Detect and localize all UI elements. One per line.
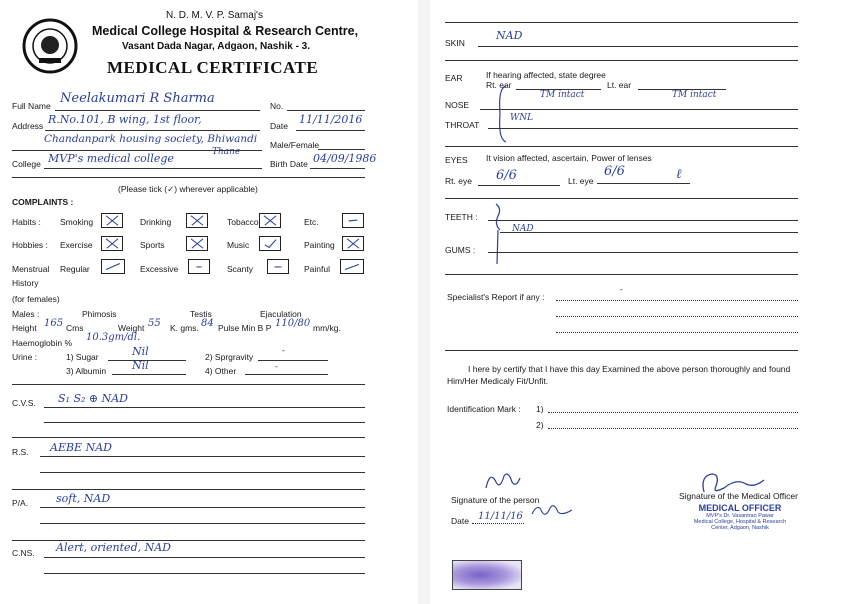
pa-value: soft, NAD xyxy=(56,492,111,505)
date-initials-icon xyxy=(530,500,574,520)
painting-checkbox[interactable] xyxy=(342,236,364,251)
ear-note: If hearing affected, state degree xyxy=(486,70,606,80)
complaints-label: COMPLAINTS : xyxy=(12,197,74,207)
haemoglobin-label: Haemoglobin % xyxy=(12,338,73,348)
urine-label: Urine : xyxy=(12,352,38,362)
no-label: No. xyxy=(270,101,284,111)
date-value: 11/11/2016 xyxy=(299,113,363,126)
for-females-label: (for females) xyxy=(12,294,60,304)
certify-line-2: Him/Her Medicaly Fit/Unfit. xyxy=(447,376,549,386)
lt-eye-label: Lt. eye xyxy=(568,176,594,186)
sprgravity-label: 2) Sprgravity xyxy=(205,352,254,362)
thumbprint-area xyxy=(452,560,522,590)
excessive-label: Excessive xyxy=(140,264,179,274)
eyes-note: It vision affected, ascertain, Power of lenses xyxy=(486,153,652,163)
certificate-title: MEDICAL CERTIFICATE xyxy=(107,58,319,77)
cvs-label: C.V.S. xyxy=(12,398,36,408)
mmkg-label: mm/kg. xyxy=(313,323,341,333)
ejaculation-label: Ejaculation xyxy=(260,309,302,319)
music-label: Music xyxy=(227,240,250,250)
throat-label: THROAT xyxy=(445,120,480,130)
full-name-value: Neelakumari R Sharma xyxy=(60,91,215,106)
cns-value: Alert, oriented, NAD xyxy=(56,541,171,554)
rs-label: R.S. xyxy=(12,447,29,457)
exercise-checkbox[interactable] xyxy=(101,236,123,251)
stamp-line-1: MVP's Dr. Vasantrao Pawar xyxy=(706,513,774,519)
sign-date-value: 11/11/16 xyxy=(478,511,523,522)
date-label: Date xyxy=(270,121,288,131)
gums-label: GUMS : xyxy=(445,245,476,255)
specialist-label: Specialist's Report if any : xyxy=(447,292,545,302)
cms-label: Cms xyxy=(66,323,84,333)
samaj-name: N. D. M. V. P. Samaj's xyxy=(166,10,263,21)
height-value: 165 xyxy=(44,318,64,329)
etc-checkbox[interactable] xyxy=(342,213,364,228)
gender-label: Male/Female xyxy=(270,140,320,150)
eye-note-mark: ℓ xyxy=(676,167,682,182)
albumin-label: 3) Albumin xyxy=(66,366,107,376)
sugar-label: 1) Sugar xyxy=(66,352,99,362)
stamp-title: MEDICAL OFFICER xyxy=(698,503,782,513)
excessive-checkbox[interactable] xyxy=(188,259,210,274)
scanty-checkbox[interactable] xyxy=(267,259,289,274)
throat-value: WNL xyxy=(510,113,534,123)
birth-date-label: Birth Date xyxy=(270,159,308,169)
hobbies-label: Hobbies : xyxy=(12,240,48,250)
rt-eye-label: Rt. eye xyxy=(445,176,472,186)
identification-2: 2) xyxy=(536,420,544,430)
rt-ear-label: Rt. ear xyxy=(486,80,512,90)
testis-label: Testis xyxy=(190,309,212,319)
sign-date-label: Date xyxy=(451,516,469,526)
address-label: Address xyxy=(12,121,44,131)
cns-label: C.NS. xyxy=(12,548,35,558)
teeth-value: NAD xyxy=(512,224,534,234)
other-label: 4) Other xyxy=(205,366,237,376)
identification-1: 1) xyxy=(536,404,544,414)
nose-label: NOSE xyxy=(445,100,470,110)
hospital-name: Medical College Hospital & Research Centre, xyxy=(92,24,359,38)
smoking-checkbox[interactable] xyxy=(101,213,123,228)
sprgravity-value: - xyxy=(282,345,285,355)
scanty-label: Scanty xyxy=(227,264,253,274)
kgms-label: K. gms. xyxy=(170,323,199,333)
skin-label: SKIN xyxy=(445,38,465,48)
regular-checkbox[interactable] xyxy=(101,259,125,274)
pulse-value: 84 xyxy=(201,318,214,329)
tm-left-value: TM intact xyxy=(540,90,585,100)
hospital-address: Vasant Dada Nagar, Adgaon, Nashik - 3. xyxy=(122,41,311,52)
officer-stamp xyxy=(676,503,804,531)
stamp-line-3: Center, Adgaon, Nashik xyxy=(711,525,769,531)
sugar-value: Nil xyxy=(132,345,149,358)
tick-note: (Please tick (✓) wherever applicable) xyxy=(118,184,258,194)
person-signature-label: Signature of the person xyxy=(451,495,540,505)
exercise-label: Exercise xyxy=(60,240,93,250)
eyes-label: EYES xyxy=(445,155,468,165)
stamp-line-2: Medical College, Hospital & Research xyxy=(693,519,787,525)
sports-checkbox[interactable] xyxy=(186,236,208,251)
college-logo-icon xyxy=(22,18,78,74)
phimosis-label: Phimosis xyxy=(82,309,117,319)
albumin-value: Nil xyxy=(132,359,149,372)
males-label: Males : xyxy=(12,309,40,319)
teeth-bracket-icon xyxy=(490,202,504,266)
pulse-bp-label: Pulse Min B P xyxy=(218,323,272,333)
officer-signature-label: Signature of the Medical Officer xyxy=(679,491,798,501)
identification-label: Identification Mark : xyxy=(447,404,521,414)
pa-label: P/A. xyxy=(12,498,29,508)
history-label: History xyxy=(12,278,39,288)
music-checkbox[interactable] xyxy=(259,236,281,251)
address-line-2: Chandanpark housing society, Bhiwandi xyxy=(44,133,258,145)
birth-date-value: 04/09/1986 xyxy=(313,152,377,165)
sports-label: Sports xyxy=(140,240,165,250)
lt-eye-value: 6/6 xyxy=(604,164,625,179)
bracket-mark-icon xyxy=(496,84,508,144)
teeth-label: TEETH : xyxy=(445,212,478,222)
etc-label: Etc. xyxy=(304,217,319,227)
rs-value: AEBE NAD xyxy=(50,441,112,454)
weight-value: 55 xyxy=(148,318,161,329)
painful-checkbox[interactable] xyxy=(340,259,364,274)
drinking-checkbox[interactable] xyxy=(186,213,208,228)
lt-ear-label: Lt. ear xyxy=(607,80,632,90)
skin-value: NAD xyxy=(496,29,523,42)
page-gutter xyxy=(418,0,430,604)
college-value: MVP's medical college xyxy=(48,152,174,165)
person-signature-icon xyxy=(482,468,522,494)
painful-label: Painful xyxy=(304,264,330,274)
college-label: College xyxy=(12,159,41,169)
regular-label: Regular xyxy=(60,264,90,274)
address-line-1: R.No.101, B wing, 1st floor, xyxy=(48,113,202,126)
rt-eye-value: 6/6 xyxy=(496,168,517,183)
menstrual-label: Menstrual xyxy=(12,264,50,274)
cvs-value: S₁ S₂ ⊕ NAD xyxy=(58,392,128,405)
other-value: - xyxy=(275,361,278,371)
certify-line-1: I here by certify that I have this day Examined the above person thoroughly and found xyxy=(468,364,791,374)
habits-label: Habits : xyxy=(12,217,41,227)
tobacco-checkbox[interactable] xyxy=(259,213,281,228)
weight-label: Weight xyxy=(118,323,145,333)
height-label: Height xyxy=(12,323,37,333)
smoking-label: Smoking xyxy=(60,217,94,227)
haemoglobin-value: 10.3gm/dl. xyxy=(86,332,141,343)
painting-label: Painting xyxy=(304,240,335,250)
tobacco-label: Tobacco xyxy=(227,217,259,227)
address-line-3: Thane xyxy=(212,147,241,157)
drinking-label: Drinking xyxy=(140,217,172,227)
bp-value: 110/80 xyxy=(275,318,311,329)
tm-right-value: TM intact xyxy=(672,90,717,100)
full-name-label: Full Name xyxy=(12,101,51,111)
ear-label: EAR xyxy=(445,73,463,83)
specialist-value: - xyxy=(620,284,623,294)
